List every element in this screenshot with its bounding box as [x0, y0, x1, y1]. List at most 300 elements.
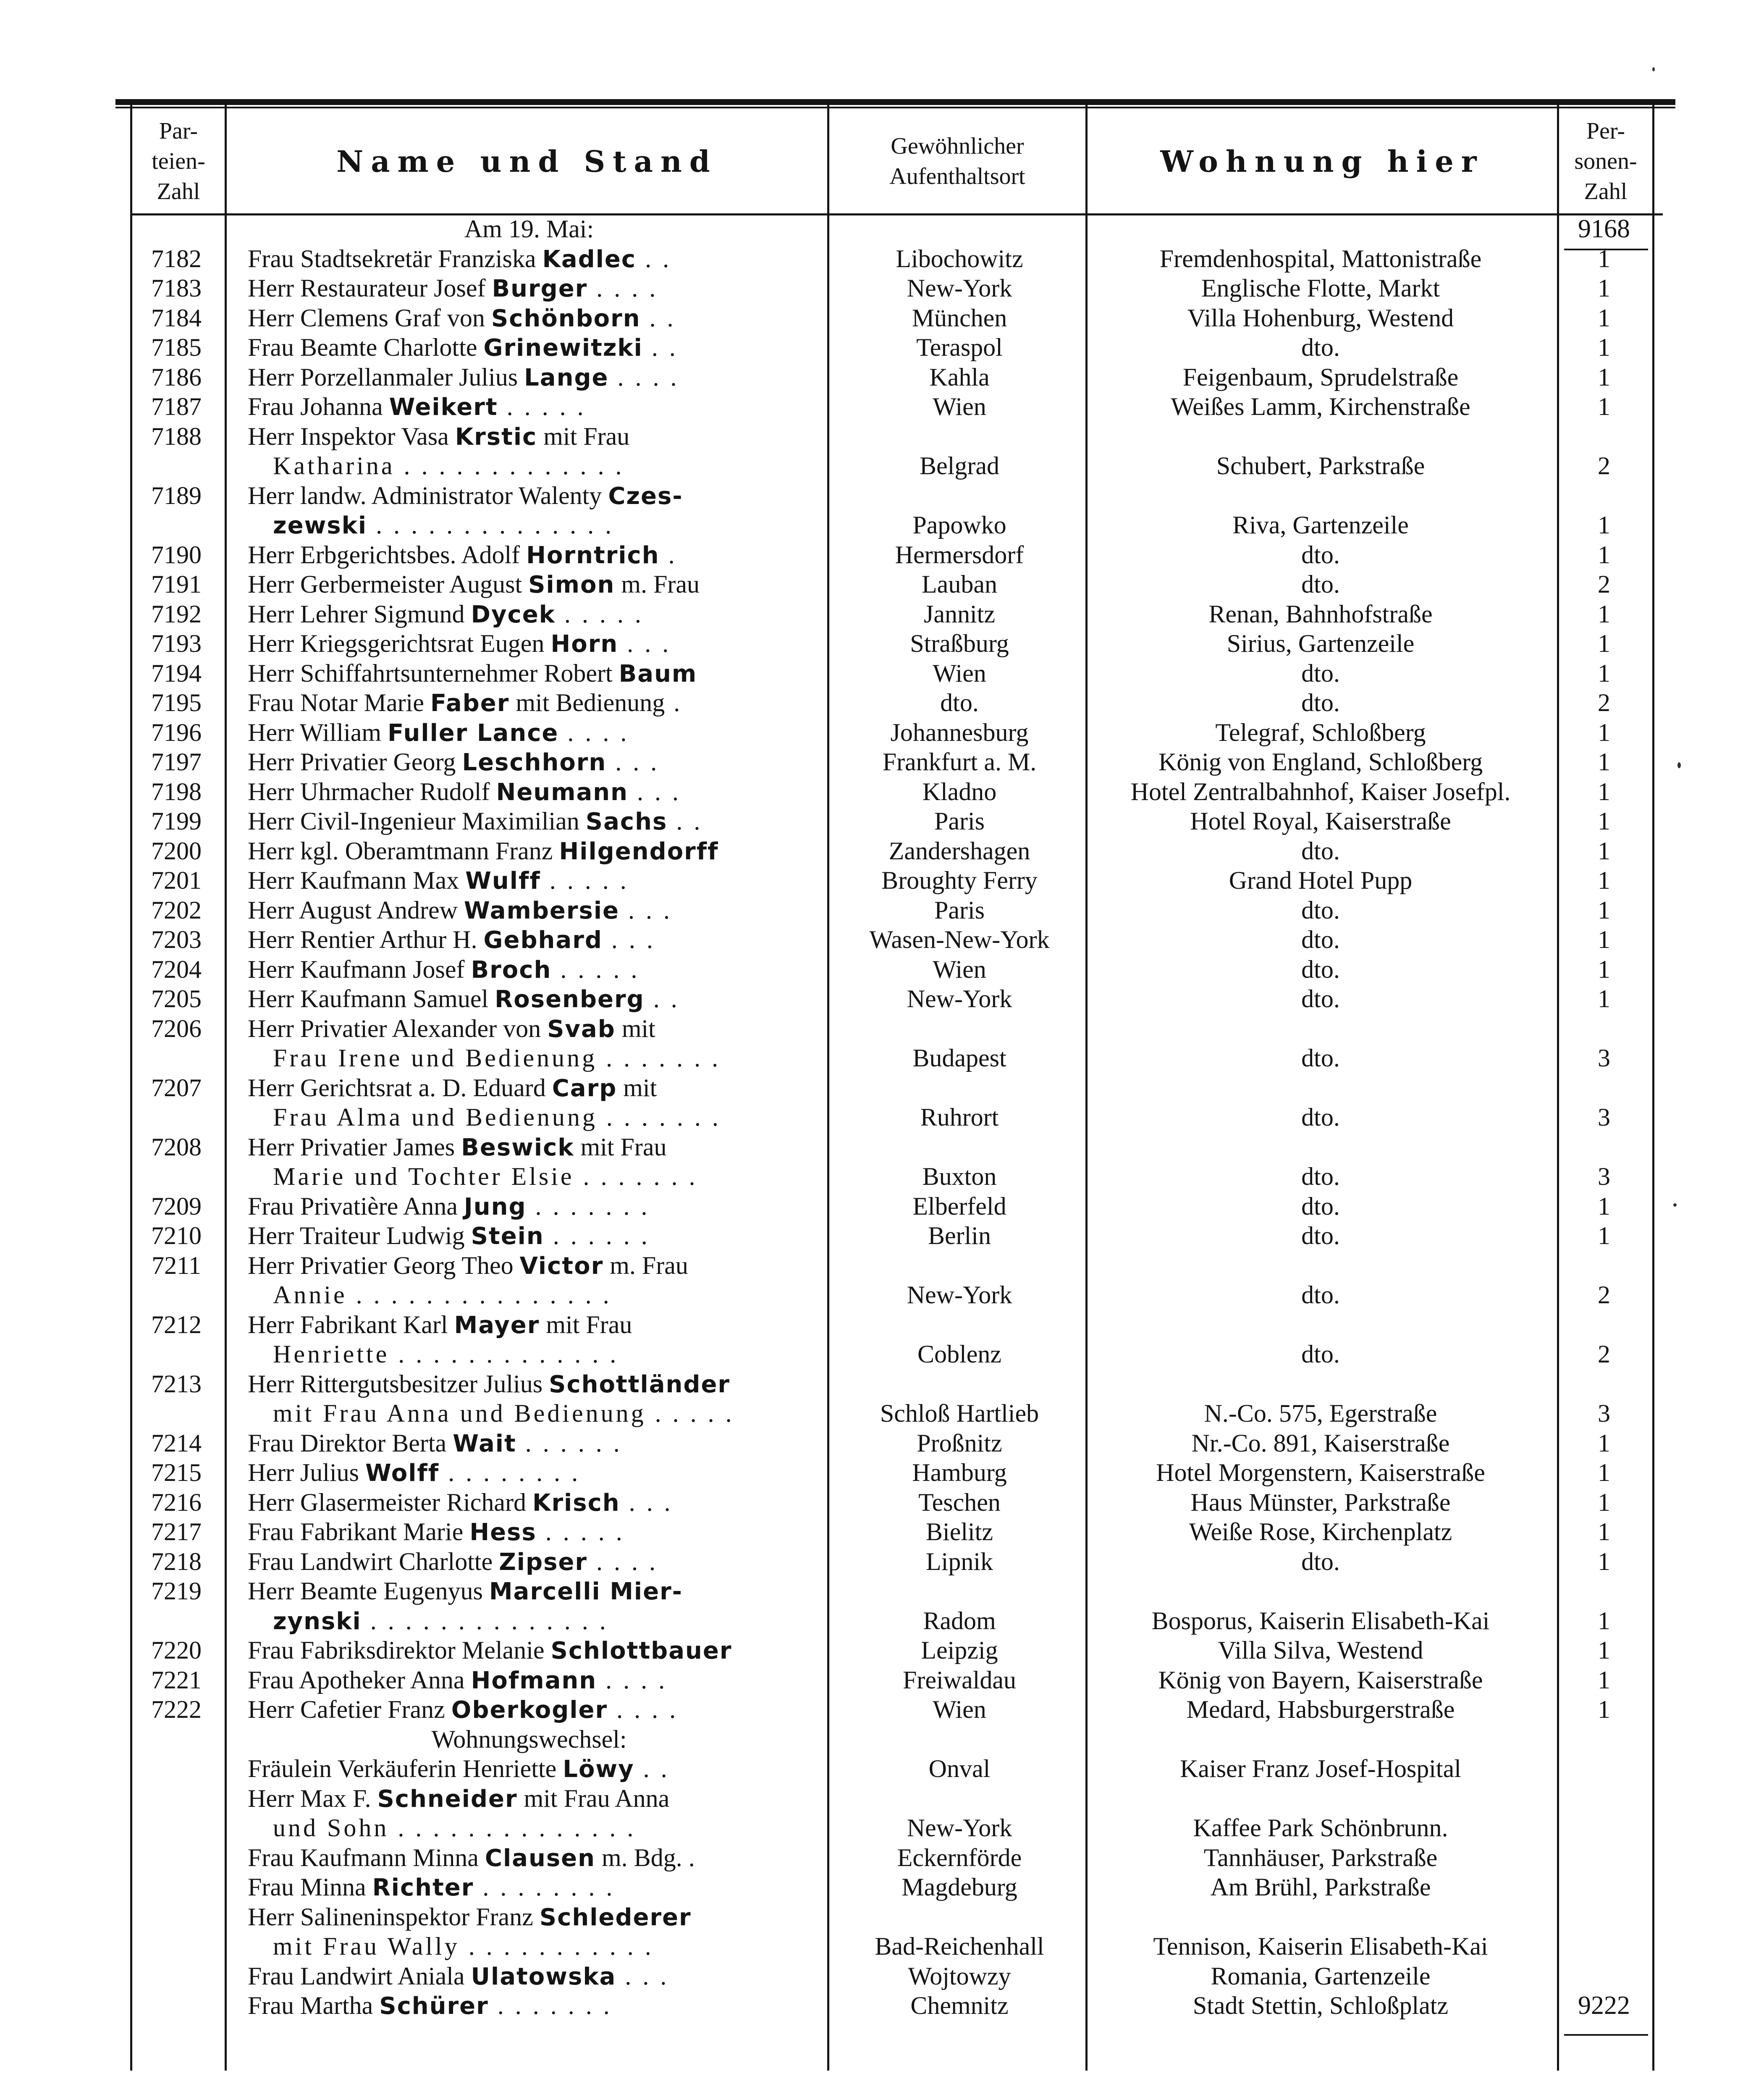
entry-surname: Weikert: [389, 394, 498, 421]
change-origin: Magdeburg: [902, 1873, 1017, 1901]
entry-number: 7198: [151, 777, 202, 806]
entry-origin: Buxton: [922, 1163, 997, 1190]
entry-name-cell: [248, 925, 810, 955]
change-row: [0, 1754, 1756, 1784]
entry-number: 7215: [151, 1459, 202, 1486]
entry-number: 7210: [151, 1222, 202, 1250]
table-row: [0, 273, 1756, 303]
entry-address: Renan, Bahnhofstraße: [1208, 600, 1433, 628]
date-heading: Am 19. Mai:: [464, 215, 594, 243]
entry-leader-dots: . . . . .: [498, 393, 586, 420]
entry-leader-dots: . . . . . . .: [526, 1192, 650, 1220]
entry-persons: 1: [1598, 511, 1610, 539]
entry-origin: München: [912, 304, 1007, 332]
entry-name: Herr Max F.: [248, 1784, 377, 1812]
entry-name: Frau Beamte Charlotte: [248, 333, 484, 361]
entry-leader-dots: . . . .: [597, 1666, 668, 1694]
entry-surname: Grinewitzki: [483, 334, 643, 362]
entry-origin: Jannitz: [924, 600, 995, 628]
entry-surname: Krstic: [455, 423, 537, 451]
entry-surname-continuation: zynski: [273, 1607, 362, 1635]
table-row: [0, 1428, 1756, 1458]
change-origin: Eckernförde: [897, 1843, 1022, 1872]
entry-surname: Löwy: [563, 1756, 634, 1783]
change-origin: Chemnitz: [910, 1992, 1009, 2019]
entry-continuation-text: mit Frau Anna und Bedienung . . . . .: [273, 1399, 734, 1427]
entry-origin: New-York: [907, 985, 1012, 1013]
entry-name-cell: [248, 1132, 810, 1162]
entry-name: Herr Kaufmann Samuel: [248, 985, 495, 1013]
entry-name-cell: [248, 1310, 810, 1340]
entry-surname: Dycek: [471, 601, 556, 628]
entry-name-cell: [248, 1665, 810, 1695]
entry-name: Frau Landwirt Charlotte: [248, 1547, 499, 1575]
entry-number: 7195: [151, 689, 202, 717]
table-row: [0, 481, 1756, 511]
change-row: [0, 1872, 1756, 1902]
entry-name-cell: [248, 1991, 810, 2021]
entry-name: Herr Cafetier Franz: [248, 1696, 451, 1723]
entry-name: Herr Privatier James: [248, 1133, 461, 1161]
entry-number: 7188: [151, 422, 202, 450]
entry-name-cell: [248, 777, 810, 807]
entry-leader-dots: . .: [642, 333, 678, 361]
final-total: 9222: [1578, 1991, 1630, 2020]
header-number: [132, 108, 225, 214]
entry-continuation-text: Frau Alma und Bedienung . . . . . . .: [273, 1103, 721, 1131]
entry-name: Frau Fabrikant Marie: [248, 1518, 470, 1546]
entry-continuation-text: Frau Irene und Bedienung . . . . . . .: [273, 1044, 721, 1072]
entry-origin: Libochowitz: [896, 244, 1023, 273]
entry-surname: Schürer: [379, 1992, 489, 2020]
entry-name-continuation: [273, 1932, 810, 1961]
entry-address: Grand Hotel Pupp: [1229, 866, 1413, 894]
carry-over-total: 9168: [1578, 215, 1630, 243]
entry-name: Herr Lehrer Sigmund: [248, 600, 471, 628]
header-number-label: Par- teien- Zahl: [152, 118, 205, 205]
change-row: [0, 1961, 1756, 1991]
entry-origin: New-York: [907, 1281, 1012, 1309]
entry-number: 7183: [151, 274, 202, 302]
entry-name: Herr Uhrmacher Rudolf: [248, 777, 496, 806]
entry-name-cell: [248, 362, 810, 392]
entry-name-cell: [248, 984, 810, 1014]
entry-name: Herr Schiffahrtsunternehmer Robert: [248, 659, 619, 687]
entry-address: Hotel Royal, Kaiserstraße: [1190, 807, 1451, 835]
entry-name: Herr Kaufmann Max: [248, 866, 466, 894]
entry-persons: 1: [1598, 1606, 1610, 1635]
entry-name-cell: [248, 806, 810, 836]
entry-surname: Sachs: [585, 808, 668, 835]
scan-speck: [1652, 67, 1655, 71]
table-row: [0, 866, 1756, 895]
entry-surname: Fuller Lance: [388, 719, 559, 747]
entry-surname: Ulatowska: [471, 1963, 616, 1990]
entry-leader-dots: . . . . . . .: [488, 1992, 612, 2019]
table-row: [0, 1547, 1756, 1577]
entry-name-cell: [248, 747, 810, 777]
table-row: [0, 1192, 1756, 1221]
table-row: [0, 1665, 1756, 1695]
final-total-overline: [1564, 2034, 1648, 2036]
entry-name: Herr Erbgerichtsbes. Adolf: [248, 541, 527, 569]
entry-number: 7197: [151, 748, 202, 776]
entry-name-cell: [248, 303, 810, 333]
entry-leader-dots: . . .: [628, 777, 681, 806]
entry-persons: 1: [1598, 600, 1610, 628]
entry-continuation-text: . . . . . . . . . . . . . .: [367, 511, 614, 539]
entry-leader-dots: . . . .: [608, 1696, 679, 1723]
entry-name: Herr Privatier Georg Theo: [248, 1251, 520, 1279]
table-row-continuation: [0, 1043, 1756, 1073]
entry-name: Frau Minna: [248, 1873, 372, 1901]
entry-address: Fremdenhospital, Mattonistraße: [1159, 244, 1482, 273]
entry-number: 7192: [151, 600, 202, 628]
entry-name-suffix: m. Frau: [603, 1251, 688, 1279]
table-row: [0, 244, 1756, 274]
entry-origin: Bielitz: [926, 1518, 993, 1546]
entry-number: 7194: [151, 659, 202, 687]
entry-surname: Svab: [547, 1015, 616, 1043]
entry-persons: 1: [1598, 1518, 1610, 1546]
entry-number: 7199: [151, 807, 202, 835]
change-row: [0, 1843, 1756, 1873]
table-row: [0, 925, 1756, 955]
entry-address: Hotel Zentralbahnhof, Kaiser Josefpl.: [1130, 777, 1511, 806]
entry-address: Medard, Habsburgerstraße: [1186, 1696, 1455, 1723]
entry-surname: Zipser: [499, 1548, 588, 1576]
change-address: Tannhäuser, Parkstraße: [1203, 1843, 1438, 1872]
entry-name-cell: [248, 392, 810, 422]
entry-name-suffix: mit Bedienung: [509, 689, 665, 717]
entry-address: dto.: [1301, 1547, 1340, 1575]
entry-leader-dots: . . . . .: [536, 1518, 625, 1546]
table-row-continuation: [0, 1102, 1756, 1132]
entry-surname: Horn: [550, 630, 619, 658]
table-row: [0, 362, 1756, 392]
entry-leader-dots: . . .: [620, 1488, 673, 1516]
entry-name: Herr Gerbermeister August: [248, 570, 529, 598]
entry-origin: Wien: [933, 955, 986, 983]
entry-leader-dots: . . .: [616, 1962, 669, 1990]
table-row: [0, 422, 1756, 452]
entry-name: Frau Johanna: [248, 393, 389, 420]
entry-address: Weiße Rose, Kirchenplatz: [1189, 1518, 1452, 1546]
entry-number: 7196: [151, 718, 202, 746]
entry-name-cell: [248, 718, 810, 748]
entry-origin: Berlin: [928, 1222, 991, 1250]
entry-number: 7191: [151, 570, 202, 598]
change-row-continuation: [0, 1932, 1756, 1961]
entry-surname: Beswick: [461, 1134, 574, 1161]
entry-leader-dots: .: [659, 541, 677, 569]
entry-address: dto.: [1301, 1103, 1340, 1131]
entry-name: Frau Kaufmann Minna: [248, 1843, 485, 1872]
entry-origin: Teschen: [918, 1488, 1001, 1516]
table-row: [0, 629, 1756, 659]
entry-address: dto.: [1301, 1340, 1340, 1368]
entry-surname: Wulff: [465, 867, 541, 895]
entry-name: Herr Restaurateur Josef: [248, 274, 492, 302]
entry-surname-continuation: zewski: [273, 512, 367, 539]
entry-address: dto.: [1301, 570, 1340, 598]
entry-leader-dots: . . . . . . . .: [439, 1459, 581, 1486]
entry-address: Englische Flotte, Markt: [1201, 274, 1440, 302]
entry-continuation-text: und Sohn . . . . . . . . . . . . . .: [273, 1814, 636, 1842]
change-address: Kaiser Franz Josef-Hospital: [1180, 1755, 1461, 1782]
entry-leader-dots: . . . .: [587, 1547, 658, 1575]
entry-surname: Richter: [372, 1874, 474, 1901]
entry-name: Herr Julius: [248, 1459, 365, 1486]
entry-origin: Paris: [934, 896, 985, 924]
change-row-continuation: [0, 1813, 1756, 1843]
entry-surname: Schlederer: [539, 1903, 692, 1931]
entry-surname: Wait: [453, 1430, 516, 1457]
entry-surname: Hess: [469, 1519, 537, 1546]
table-row: [0, 688, 1756, 718]
entry-name: Herr Glasermeister Richard: [248, 1488, 533, 1516]
table-row: [0, 1014, 1756, 1044]
entry-persons: 1: [1598, 807, 1610, 835]
entry-number: 7193: [151, 630, 202, 657]
entry-name-cell: [248, 1517, 810, 1547]
entry-name-suffix: mit Frau Anna: [517, 1784, 670, 1812]
change-origin: Onval: [928, 1755, 991, 1782]
entry-name: Herr Kriegsgerichtsrat Eugen: [248, 630, 551, 657]
entry-persons: 1: [1598, 1696, 1610, 1723]
entry-name-suffix: mit Frau: [574, 1133, 667, 1161]
entry-name: Frau Fabriksdirektor Melanie: [248, 1636, 551, 1664]
entry-address: Riva, Gartenzeile: [1232, 511, 1409, 539]
entry-number: 7218: [151, 1547, 202, 1575]
entry-name-suffix: mit: [615, 1014, 655, 1042]
entry-number: 7206: [151, 1014, 202, 1042]
entry-address: Bosporus, Kaiserin Elisabeth-Kai: [1151, 1606, 1490, 1635]
date-heading-row: [0, 214, 1756, 244]
entry-address: dto.: [1301, 1192, 1340, 1220]
entry-origin: Hermersdorf: [895, 541, 1024, 569]
entry-number: 7216: [151, 1488, 202, 1516]
entry-name-cell: [248, 1784, 810, 1814]
change-address: Stadt Stettin, Schloßplatz: [1193, 1992, 1449, 2019]
entry-name: Herr Beamte Eugenyus: [248, 1577, 489, 1605]
entry-number: 7202: [151, 896, 202, 924]
entry-number: 7208: [151, 1133, 202, 1161]
entry-address: dto.: [1301, 896, 1340, 924]
table-row-continuation: [0, 1606, 1756, 1636]
entry-name-cell: [248, 244, 810, 274]
entry-name: Herr William: [248, 718, 388, 746]
entry-surname: Carp: [552, 1074, 617, 1102]
entry-address: Haus Münster, Parkstraße: [1190, 1488, 1451, 1516]
change-heading-row: [0, 1725, 1756, 1754]
entry-name-suffix: mit: [617, 1074, 657, 1102]
entry-address: Feigenbaum, Sprudelstraße: [1182, 363, 1459, 391]
entry-name-suffix: mit Frau: [537, 422, 630, 450]
entry-name-cell: [248, 1576, 810, 1606]
table-row: [0, 747, 1756, 777]
change-row: [0, 1784, 1756, 1814]
entry-leader-dots: . . . . .: [540, 866, 629, 894]
entry-name-cell: [248, 629, 810, 659]
entry-name-cell: [248, 1488, 810, 1517]
entry-name: Frau Martha: [248, 1992, 380, 2019]
entry-persons: 1: [1598, 955, 1610, 983]
entry-number: 7209: [151, 1192, 202, 1220]
entry-address: dto.: [1301, 955, 1340, 983]
entry-persons: 1: [1598, 896, 1610, 924]
entry-address: dto.: [1301, 837, 1340, 865]
entry-name: Herr Porzellanmaler Julius: [248, 363, 524, 391]
entry-continuation-text: mit Frau Wally . . . . . . . . . . .: [273, 1932, 654, 1960]
entry-number: 7222: [151, 1696, 202, 1723]
entry-number: 7219: [151, 1577, 202, 1605]
entry-number: 7213: [151, 1370, 202, 1398]
entry-number: 7184: [151, 304, 202, 332]
entry-origin: Schloß Hartlieb: [880, 1399, 1039, 1427]
table-row: [0, 1369, 1756, 1399]
entry-persons: 1: [1598, 1488, 1610, 1516]
entry-name-continuation: [273, 1813, 810, 1843]
entry-origin: Kahla: [929, 363, 990, 391]
entry-persons: 1: [1598, 333, 1610, 361]
change-heading: Wohnungswechsel:: [431, 1725, 627, 1753]
entry-name-continuation: [273, 1339, 810, 1369]
entry-name: Herr Privatier Alexander von: [248, 1014, 548, 1042]
entry-number: 7182: [151, 244, 202, 273]
entry-surname: Horntrich: [526, 541, 660, 569]
entry-address: dto.: [1301, 985, 1340, 1013]
entry-address: Sirius, Gartenzeile: [1227, 630, 1415, 657]
entry-origin: Wien: [933, 659, 986, 687]
entry-address: König von Bayern, Kaiserstraße: [1158, 1666, 1483, 1694]
entry-name-cell: [248, 422, 810, 452]
entry-name: Herr Rittergutsbesitzer Julius: [248, 1370, 549, 1398]
entry-name-cell: [248, 1369, 810, 1399]
entry-origin: Straßburg: [910, 630, 1009, 657]
entry-name-cell: [248, 688, 810, 718]
scan-speck: [1673, 1203, 1677, 1207]
entry-name-cell: [248, 1251, 810, 1281]
entry-surname: Hilgendorff: [559, 837, 719, 865]
entry-number: 7187: [151, 393, 202, 420]
entry-address: Villa Silva, Westend: [1218, 1636, 1423, 1664]
entry-name-continuation: [273, 510, 810, 540]
entry-surname: Krisch: [532, 1489, 620, 1517]
entry-surname: Faber: [430, 690, 510, 717]
entry-persons: 3: [1598, 1163, 1610, 1190]
entry-origin: Radom: [923, 1606, 996, 1635]
table-row-continuation: [0, 1399, 1756, 1428]
change-row: [0, 1902, 1756, 1932]
table-row: [0, 1132, 1756, 1162]
table-row: [0, 303, 1756, 333]
entry-origin: Lipnik: [926, 1547, 993, 1575]
entry-address: dto.: [1301, 659, 1340, 687]
table-row: [0, 1517, 1756, 1547]
change-address: Tennison, Kaiserin Elisabeth-Kai: [1153, 1932, 1488, 1960]
entry-number: 7185: [151, 333, 202, 361]
table-row: [0, 1635, 1756, 1665]
entry-name-cell: [248, 1872, 810, 1902]
entry-name: Herr Rentier Arthur H.: [248, 926, 484, 953]
entry-surname: Rosenberg: [495, 986, 645, 1013]
entry-surname: Schottländer: [549, 1370, 731, 1398]
entry-name-suffix: mit Frau: [540, 1310, 632, 1339]
entry-name: Frau Apotheker Anna: [248, 1666, 471, 1694]
table-row: [0, 1695, 1756, 1725]
entry-origin: Hamburg: [912, 1459, 1007, 1486]
entry-name: Herr Kaufmann Josef: [248, 955, 471, 983]
entry-persons: 1: [1598, 1459, 1610, 1486]
entry-name: Frau Privatière Anna: [248, 1192, 464, 1220]
entry-name-continuation: [273, 1162, 810, 1192]
entry-name-cell: [248, 273, 810, 303]
entry-persons: 1: [1598, 541, 1610, 569]
entry-name-cell: [248, 599, 810, 629]
entry-persons: 2: [1598, 689, 1610, 717]
entry-leader-dots: . . . .: [587, 274, 658, 302]
entry-surname: Czes-: [608, 482, 683, 510]
table-row-continuation: [0, 1280, 1756, 1310]
entry-origin: Teraspol: [916, 333, 1003, 361]
entry-surname: Neumann: [496, 778, 629, 806]
entry-surname: Baum: [619, 660, 697, 688]
entry-number: 7221: [151, 1666, 202, 1694]
table-row: [0, 777, 1756, 807]
entry-origin: Johannesburg: [890, 718, 1029, 746]
entry-origin: Wasen-New-York: [869, 926, 1050, 953]
entry-surname: Kadlec: [542, 245, 637, 273]
table-row: [0, 718, 1756, 748]
entry-leader-dots: . . .: [602, 926, 655, 953]
entry-origin: Frankfurt a. M.: [882, 748, 1037, 776]
entry-name: Herr kgl. Oberamtmann Franz: [248, 837, 559, 865]
header-address: [1088, 108, 1557, 214]
entry-surname: Stein: [471, 1223, 544, 1250]
entry-name-continuation: [273, 451, 810, 481]
entry-surname: Clausen: [485, 1844, 596, 1872]
entry-number: 7205: [151, 985, 202, 1013]
entry-persons: 1: [1598, 985, 1610, 1013]
entry-surname: Burger: [492, 275, 588, 302]
entry-name: Frau Landwirt Aniala: [248, 1962, 471, 1990]
entry-address: Hotel Morgenstern, Kaiserstraße: [1156, 1459, 1485, 1486]
table-row: [0, 570, 1756, 599]
entry-persons: 1: [1598, 1222, 1610, 1250]
entry-surname: Mayer: [454, 1311, 540, 1339]
entry-continuation-text: Henriette . . . . . . . . . . . . .: [273, 1340, 619, 1368]
entry-surname: Schönborn: [491, 304, 641, 332]
scan-speck: [1677, 762, 1681, 768]
entry-origin: Paris: [934, 807, 985, 835]
entry-name-cell: [248, 481, 810, 511]
entry-name-cell: [248, 1014, 810, 1044]
entry-leader-dots: . . . . .: [551, 955, 640, 983]
entry-persons: 2: [1598, 1281, 1610, 1309]
change-origin: Wojtowzy: [908, 1962, 1011, 1990]
entry-name-cell: [248, 570, 810, 599]
entry-surname: Gebhard: [483, 927, 603, 954]
table-row: [0, 333, 1756, 362]
entry-origin: Leipzig: [921, 1636, 998, 1664]
entry-number: 7189: [151, 481, 202, 509]
entry-number: 7186: [151, 363, 202, 391]
entry-surname: Broch: [471, 956, 552, 984]
entry-surname: Jung: [464, 1193, 527, 1221]
entry-persons: 1: [1598, 1666, 1610, 1694]
entry-persons: 1: [1598, 630, 1610, 657]
